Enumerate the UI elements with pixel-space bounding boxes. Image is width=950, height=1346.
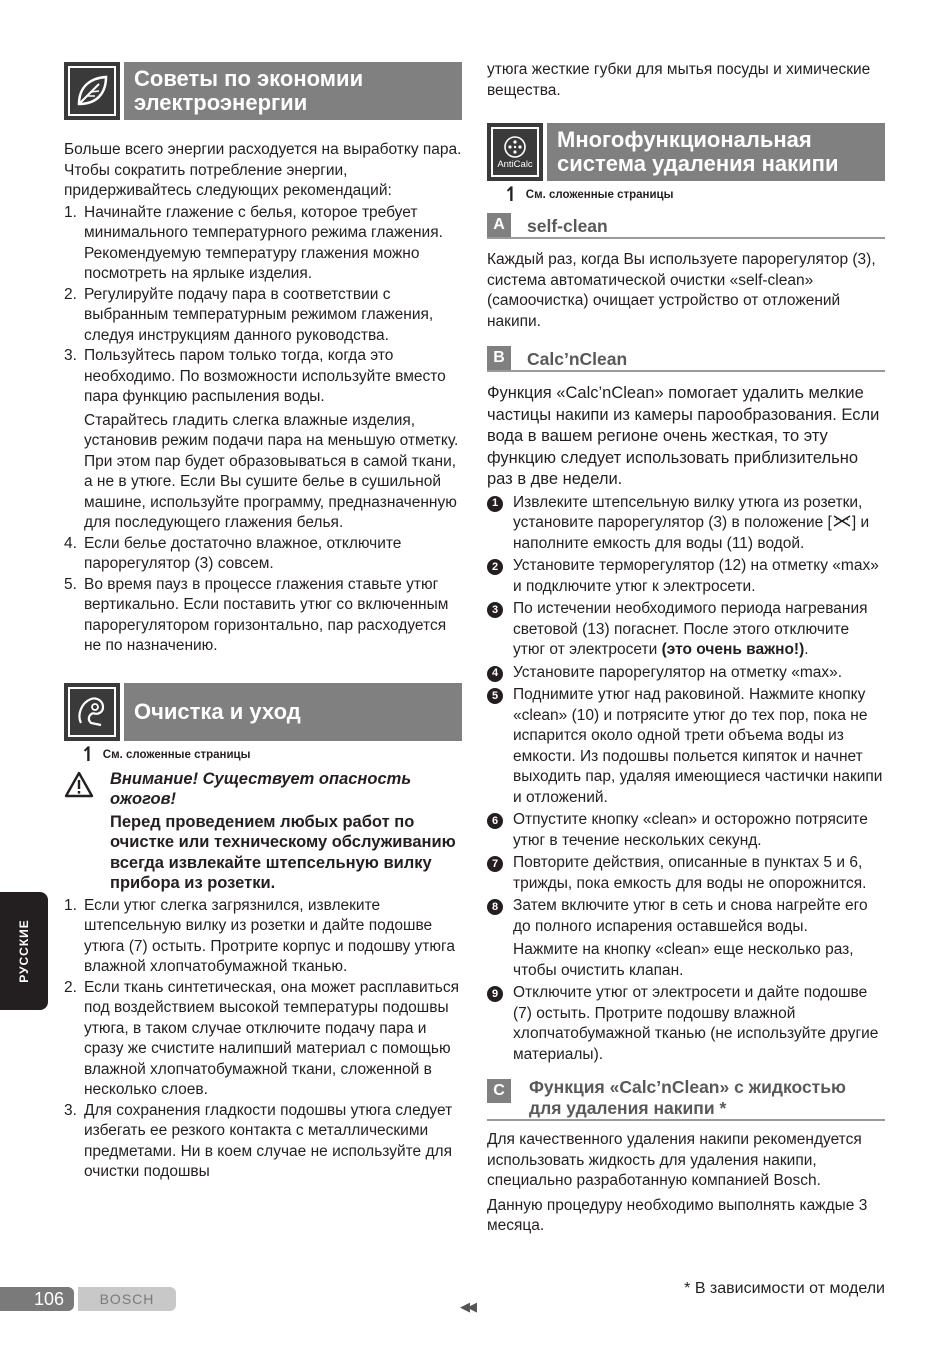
step-number-badge: 2 — [487, 559, 503, 575]
list-item — [64, 203, 462, 285]
anticalc-crossref: ↿ См. сложенные страницы — [503, 184, 674, 206]
step-item — [487, 493, 885, 555]
list-item-text: Регулируйте подачу пара в соответствии с выбранным температурным режимом глажения, следуя инструкциям данного руководства. — [84, 285, 434, 344]
anticalc-section-header — [487, 123, 885, 181]
step-number-badge: 9 — [487, 986, 503, 1002]
brand-label: BOSCH — [78, 1287, 176, 1311]
energy-section-header — [64, 62, 462, 120]
self-clean-text: Каждый раз, когда Вы используете парорегулятор (3), система автоматической очистки «self-clean» (самоочистка) очищает устройство от отложений накипи. — [487, 251, 876, 330]
page-number: 106 — [0, 1287, 74, 1311]
steam-off-icon — [832, 514, 852, 531]
step-text: Отпустите кнопку «clean» и осторожно потрясите утюг в течение нескольких секунд. — [513, 811, 868, 849]
step-item — [487, 896, 885, 937]
list-item-text: Начинайте глажение с белья, которое требует минимального температурного режима глажения. Рекомендуемую температуру глажения можно посмотреть на ярлыке изделия. — [84, 203, 443, 282]
warning-text: Перед проведением любых работ по очистке или техническому обслуживанию всегда извлекайте штепсельную вилку прибора из розетки. — [110, 812, 456, 892]
list-item — [64, 534, 462, 575]
subsection-b-header — [487, 346, 885, 372]
step-text: Повторите действия, описанные в пунктах 5 и 6, трижды, пока емкость для воды не опорожнится. — [513, 854, 867, 892]
previous-page-arrow-icon[interactable]: ◀◀ — [460, 1299, 474, 1314]
subsection-a-letter: A — [487, 213, 511, 237]
list-item-number: 2. — [64, 285, 77, 303]
step-note: Нажмите на кнопку «clean» еще несколько раз, чтобы очистить клапан. — [513, 941, 854, 979]
footnote: * В зависимости от модели — [684, 1280, 885, 1297]
subsection-a-title: self-clean — [527, 216, 608, 236]
list-item-note: Старайтесь гладить слегка влажные изделия, установив режим подачи пара на меньшую отметку. При этом пар будет образовываться в самой ткани, а не в утюге. Если Вы сушите белье в сушильной машине, используйте программу, предназначенную для последующего глажения белья. — [84, 411, 459, 531]
subsection-c-letter: C — [487, 1079, 511, 1103]
language-tab: РУССКИЕ — [0, 892, 48, 1010]
list-item — [64, 896, 462, 978]
warning-block — [64, 769, 462, 894]
foldout-arrow-icon: ↿ — [80, 743, 97, 766]
left-column — [64, 62, 462, 1183]
step-number-badge: 5 — [487, 688, 503, 704]
list-item-number: 1. — [64, 203, 77, 221]
subsection-b-letter: B — [487, 346, 511, 370]
step-emphasis: (это очень важно!) — [661, 641, 805, 658]
step-number-badge: 6 — [487, 813, 503, 829]
cleaning-crossref: ↿ См. сложенные страницы — [80, 743, 251, 766]
step-item — [487, 810, 885, 851]
subsection-c-header — [487, 1077, 885, 1121]
warning-triangle-icon — [64, 771, 94, 798]
step-text: По истечении необходимого периода нагревания световой (13) погаснет. После этого отключите утюг от электросети (это очень важно!). — [513, 600, 868, 658]
step-number-badge: 4 — [487, 666, 503, 682]
calcnclean-intro: Функция «Calc’nClean» помогает удалить мелкие частицы накипи из камеры парообразования. Если вода в вашем регионе очень жесткая, то эту функцию следует использовать приблизительно раз в две недели. — [487, 384, 880, 488]
hand-cleaning-icon-box — [64, 683, 120, 741]
energy-list — [64, 203, 462, 657]
list-item-number: 3. — [64, 347, 77, 364]
step-number-badge: 3 — [487, 602, 503, 618]
step-text: Установите терморегулятор (12) на отметку «max» и подключите утюг к электросети. — [513, 557, 879, 595]
list-item-number: 1. — [64, 896, 77, 914]
list-item-text: Для сохранения гладкости подошвы утюга следует избегать ее резкого контакта с металлическими предметами. Ни в коем случае не используйте для очистки подошвы — [84, 1101, 453, 1180]
step-text: Поднимите утюг над раковиной. Нажмите кнопку «clean» (10) и потрясите утюг до тех пор, пока не испарится около одной трети объема воды из емкости. Из подошвы польется кипяток и начнет выходить пар, удаляя имеющиеся частички накипи и отложений. — [513, 686, 883, 806]
leaf-icon — [73, 72, 111, 110]
foldout-arrow-icon: ↿ — [503, 184, 520, 206]
list-item — [64, 575, 462, 657]
procedure-frequency-text: Данную процедуру необходимо выполнять каждые 3 месяца. — [487, 1196, 868, 1234]
subsection-c-title: Функция «Calc’nClean» с жидкостью для удаления накипи * — [529, 1077, 846, 1118]
subsection-a-header — [487, 213, 885, 239]
step-item — [487, 663, 885, 684]
list-item-number: 5. — [64, 575, 77, 593]
cleaning-section-header — [64, 683, 462, 741]
liquid-descaler-text: Для качественного удаления накипи рекомендуется использовать жидкость для удаления накипи, специально разработанную компанией Bosch. — [487, 1131, 862, 1189]
list-item-text: Если белье достаточно влажное, отключите парорегулятор (3) совсем. — [84, 534, 402, 572]
leaf-icon-box — [64, 62, 120, 120]
continuation-text: утюга жесткие губки для мытья посуды и химические вещества. — [487, 61, 871, 99]
step-item — [487, 685, 885, 808]
list-item-text: Во время пауз в процессе глажения ставьте утюг вертикально. Если поставить утюг со включенным парорегулятором горизонтально, пар расходуется не по назначению. — [84, 575, 449, 654]
list-item — [64, 1101, 462, 1183]
cleaning-list — [64, 896, 462, 1183]
list-item — [64, 285, 462, 347]
energy-intro: Больше всего энергии расходуется на выработку пара. Чтобы сократить потребление энергии, придерживайтесь следующих рекомендаций: — [64, 141, 462, 199]
anticalc-section-title: Многофункциональная система удаления накипи — [547, 123, 885, 181]
list-item-text: Если утюг слегка загрязнился, извлеките штепсельную вилку из розетки и дайте подошве утюга (7) остыть. Протрите корпус и подошву утюга влажной хлопчатобумажной тканью. — [84, 896, 455, 975]
step-text: Отключите утюг от электросети и дайте подошве (7) остыть. Протрите подошву влажной хлопчатобумажной тканью (не используйте другие материалы). — [513, 984, 879, 1063]
anticalc-icon-box — [487, 123, 543, 181]
list-item-text: Если ткань синтетическая, она может расплавиться под воздействием высокой температуры подошвы утюга, в таком случае отключите подачу пара и сразу же счистите налипший материал с помощью влажной хлопчатобумажной ткани, сложенной в несколько слоев. — [84, 978, 460, 1098]
list-item-number: 2. — [64, 978, 77, 996]
step-number-badge: 8 — [487, 899, 503, 915]
warning-title: Внимание! Существует опасность ожогов! — [110, 769, 412, 808]
anticalc-icon-label: AntiCalc — [497, 158, 533, 170]
step-text: Затем включите утюг в сеть и снова нагрейте его до полного испарения оставшейся воды. — [513, 897, 868, 935]
calcnclean-steps — [487, 493, 885, 1066]
list-item-number: 3. — [64, 1101, 77, 1119]
list-item-text: Пользуйтесь паром только тогда, когда это необходимо. По возможности используйте вместо пара функцию распыления воды. — [84, 347, 446, 405]
step-number-badge: 1 — [487, 496, 503, 512]
anticalc-icon — [503, 135, 527, 159]
step-item — [487, 599, 885, 661]
right-column — [487, 62, 885, 1237]
step-item — [487, 556, 885, 597]
step-item — [487, 983, 885, 1065]
subsection-b-title: Calc’nClean — [527, 349, 628, 369]
energy-section-title: Советы по экономии электроэнергии — [124, 62, 462, 120]
step-item — [487, 853, 885, 894]
step-text: Извлеките штепсельную вилку утюга из розетки, установите парорегулятор (3) в положение [ ] и наполните емкость для воды (11) водой. — [513, 493, 870, 552]
hand-cleaning-icon — [73, 693, 111, 731]
list-item — [64, 346, 462, 408]
list-item-number: 4. — [64, 534, 77, 552]
list-item — [64, 978, 462, 1101]
step-text: Установите парорегулятор на отметку «max». — [513, 663, 843, 681]
cleaning-section-title: Очистка и уход — [124, 683, 462, 741]
step-number-badge: 7 — [487, 856, 503, 872]
